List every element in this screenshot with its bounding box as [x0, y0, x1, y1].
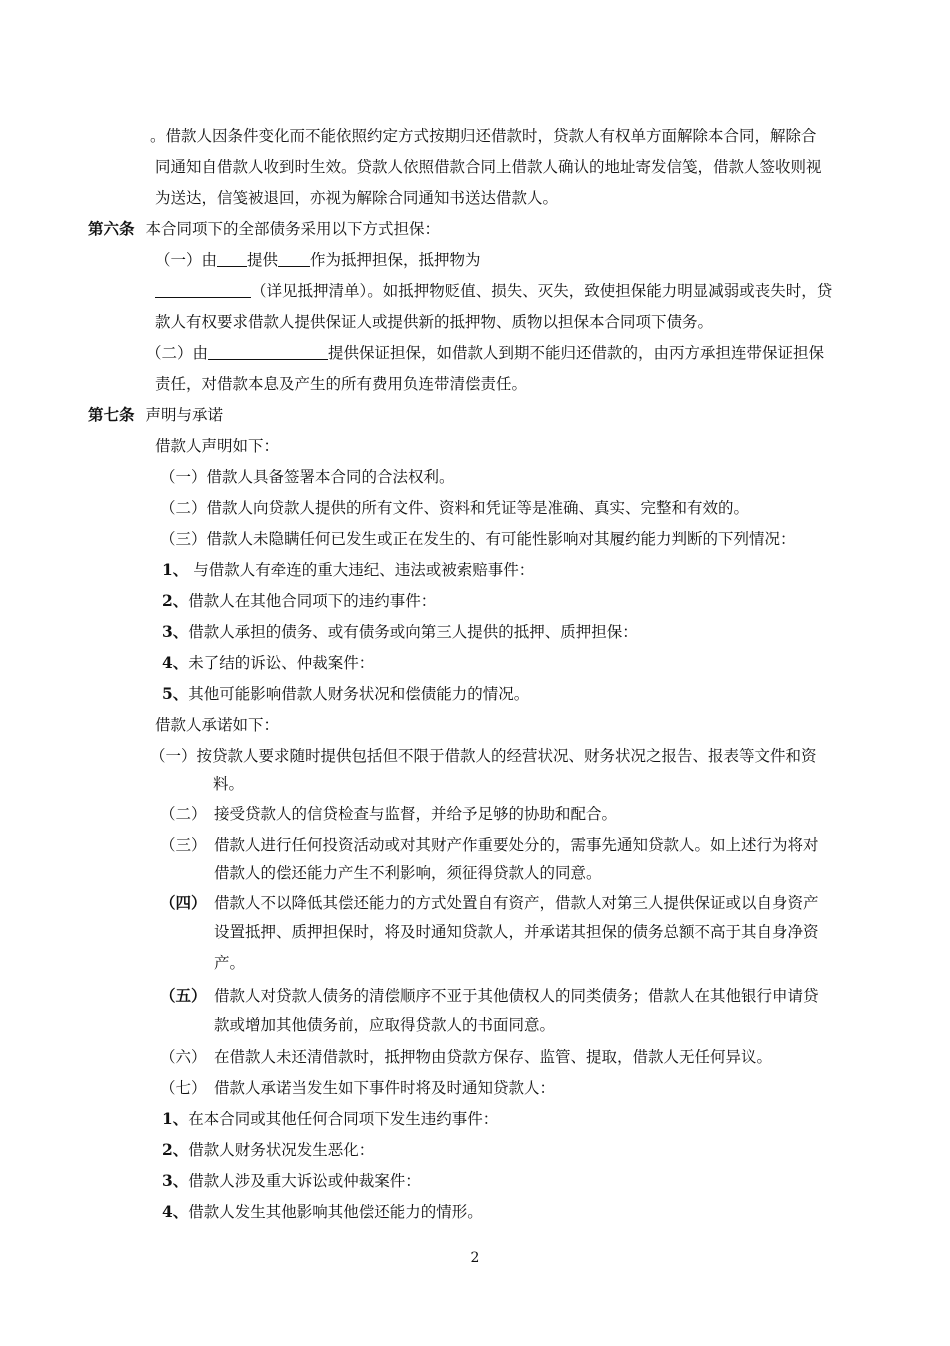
list-item [160, 1078, 555, 1098]
clause-line: 责任，对借款本息及产生的所有费用负连带清偿责任。 [155, 375, 528, 393]
clause-number: （一） [155, 251, 202, 269]
list-item [160, 529, 796, 549]
item-continuation: 料。 [213, 775, 245, 793]
item-number: 3、 [162, 1171, 189, 1190]
item-text: 未了结的诉讼、仲裁案件： [188, 654, 375, 672]
clause-text: 提供保证担保，如借款人到期不能归还借款的，由丙方承担连带保证担保 [328, 344, 825, 362]
list-item [160, 835, 819, 855]
list-item [160, 893, 819, 913]
item-text: 借款人承诺当发生如下事件时将及时通知贷款人： [214, 1079, 556, 1097]
item-text: 借款人发生其他影响其他偿还能力的情形。 [188, 1203, 483, 1221]
article-heading: 第七条 [88, 405, 135, 424]
item-text: 在借款人未还清借款时，抵押物由贷款方保存、监管、提取，借款人无任何异议。 [214, 1048, 773, 1066]
item-number: （三） [160, 530, 207, 548]
clause-text: 提供 [247, 251, 279, 269]
item-number: （三） [160, 836, 207, 854]
item-text: 按贷款人要求随时提供包括但不限于借款人的经营状况、财务状况之报告、报表等文件和资 [196, 747, 817, 765]
clause-line [155, 250, 481, 270]
item-text: 借款人对贷款人债务的清偿顺序不亚于其他债权人的同类债务；借款人在其他银行申请贷 [214, 987, 819, 1005]
item-number: 4、 [162, 653, 189, 672]
list-item [160, 498, 749, 518]
page-number: 2 [470, 1250, 480, 1266]
item-text: 接受贷款人的信贷检查与监督，并给予足够的协助和配合。 [214, 805, 618, 823]
article-heading: 第六条 [88, 219, 135, 238]
item-continuation: 款或增加其他债务前，应取得贷款人的书面同意。 [214, 1016, 556, 1034]
clause-line: 款人有权要求借款人提供保证人或提供新的抵押物、质物以担保本合同项下债务。 [155, 313, 714, 331]
list-item [162, 1109, 498, 1129]
item-number: （二） [160, 805, 207, 823]
item-number: （一） [150, 747, 197, 765]
list-item [150, 746, 817, 766]
paragraph-line: 同通知自借款人收到时生效。贷款人依照借款合同上借款人确认的地址寄发信笺，借款人签收则视 [155, 158, 822, 176]
blank-field [155, 281, 251, 298]
item-continuation: 设置抵押、质押担保时，将及时通知贷款人，并承诺其担保的债务总额不高于其自身净资 [214, 923, 819, 941]
item-number: 3、 [162, 622, 189, 641]
clause-text: （详见抵押清单）。如抵押物贬值、损失、灭失，致使担保能力明显减弱或丧失时，贷 [251, 282, 833, 300]
item-text: 借款人财务状况发生恶化： [188, 1141, 375, 1159]
item-number: （四） [160, 893, 207, 912]
list-item [160, 467, 455, 487]
item-text: 借款人具备签署本合同的合法权利。 [206, 468, 455, 486]
clause-text: 由 [192, 344, 209, 362]
list-item [160, 1047, 772, 1067]
list-item [162, 653, 374, 673]
item-number: 5、 [162, 684, 189, 703]
blank-field [217, 250, 247, 267]
item-text: 借款人承担的债务、或有债务或向第三人提供的抵押、质押担保： [188, 623, 638, 641]
article-seven [88, 405, 223, 425]
item-number: （六） [160, 1048, 207, 1066]
item-text: 借款人涉及重大诉讼或仲裁案件： [188, 1172, 421, 1190]
list-item [160, 986, 819, 1006]
list-item [162, 560, 534, 580]
list-item [162, 622, 638, 642]
item-number: （五） [160, 986, 207, 1005]
item-number: （二） [160, 499, 207, 517]
item-text: 借款人向贷款人提供的所有文件、资料和凭证等是准确、真实、完整和有效的。 [206, 499, 750, 517]
item-number: 2、 [162, 1140, 189, 1159]
item-text: 在本合同或其他任何合同项下发生违约事件： [188, 1110, 499, 1128]
clause-line [155, 281, 832, 301]
list-item [162, 684, 529, 704]
item-text: 与借款人有牵连的重大违纪、违法或被索赔事件： [188, 561, 535, 579]
list-item [162, 1140, 374, 1160]
item-number: 1、 [162, 560, 189, 579]
item-number: （七） [160, 1079, 207, 1097]
section-heading: 借款人承诺如下： [155, 716, 280, 734]
item-continuation: 借款人的偿还能力产生不利影响，须征得贷款人的同意。 [214, 864, 602, 882]
item-text: 借款人不以降低其偿还能力的方式处置自有资产，借款人对第三人提供保证或以自身资产 [214, 894, 819, 912]
item-number: （一） [160, 468, 207, 486]
blank-field [278, 250, 310, 267]
item-number: 1、 [162, 1109, 189, 1128]
clause-text: 作为抵押担保，抵押物为 [310, 251, 481, 269]
list-item [162, 1171, 421, 1191]
blank-field [208, 343, 328, 360]
paragraph-line: 。借款人因条件变化而不能依照约定方式按期归还借款时，贷款人有权单方面解除本合同，解除合 [150, 127, 817, 145]
list-item [160, 804, 617, 824]
list-item [162, 591, 436, 611]
article-six [88, 219, 440, 239]
clause-line [146, 343, 824, 363]
item-number: 4、 [162, 1202, 189, 1221]
clause-text: 由 [201, 251, 218, 269]
item-text: 借款人在其他合同项下的违约事件： [188, 592, 437, 610]
article-text: 声明与承诺 [145, 406, 223, 424]
item-text: 其他可能影响借款人财务状况和偿债能力的情况。 [188, 685, 530, 703]
item-continuation: 产。 [214, 954, 246, 972]
item-text: 借款人未隐瞒任何已发生或正在发生的、有可能性影响对其履约能力判断的下列情况： [206, 530, 796, 548]
list-item [162, 1202, 483, 1222]
article-text: 本合同项下的全部债务采用以下方式担保： [145, 220, 440, 238]
paragraph-line: 为送达，信笺被退回，亦视为解除合同通知书送达借款人。 [155, 189, 559, 207]
section-heading: 借款人声明如下： [155, 437, 280, 455]
clause-number: （二） [146, 344, 193, 362]
item-number: 2、 [162, 591, 189, 610]
item-text: 借款人进行任何投资活动或对其财产作重要处分的，需事先通知贷款人。如上述行为将对 [214, 836, 819, 854]
